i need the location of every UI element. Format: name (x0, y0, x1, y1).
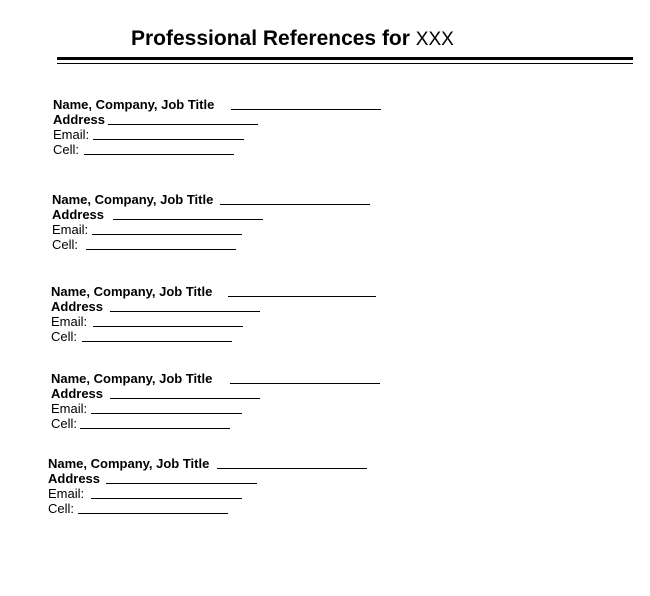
email-field[interactable] (92, 234, 242, 235)
address-field[interactable] (110, 398, 260, 399)
name-company-job-title-field[interactable] (231, 109, 381, 110)
name-company-job-title-label: Name, Company, Job Title (51, 371, 213, 386)
name-company-job-title-field[interactable] (230, 383, 380, 384)
address-label: Address (51, 386, 104, 401)
name-company-job-title-field[interactable] (220, 204, 370, 205)
address-field[interactable] (108, 124, 258, 125)
name-company-job-title-label: Name, Company, Job Title (51, 284, 213, 299)
email-field[interactable] (93, 139, 244, 140)
title-divider-thin (57, 63, 633, 64)
cell-label: Cell: (51, 329, 78, 344)
cell-label: Cell: (48, 501, 75, 516)
reference-block-5 (48, 456, 448, 516)
email-field[interactable] (93, 326, 243, 327)
name-company-job-title-label: Name, Company, Job Title (48, 456, 210, 471)
address-label: Address (53, 112, 106, 127)
email-label: Email: (51, 314, 88, 329)
name-company-job-title-field[interactable] (228, 296, 376, 297)
name-company-job-title-field[interactable] (217, 468, 367, 469)
name-company-job-title-label: Name, Company, Job Title (52, 192, 214, 207)
cell-field[interactable] (86, 249, 236, 250)
reference-block-3 (51, 284, 451, 344)
email-label: Email: (48, 486, 85, 501)
email-label: Email: (51, 401, 88, 416)
reference-block-2 (52, 192, 452, 252)
email-field[interactable] (91, 498, 242, 499)
name-company-job-title-label: Name, Company, Job Title (53, 97, 215, 112)
reference-block-4 (51, 371, 451, 431)
address-field[interactable] (110, 311, 260, 312)
reference-block-1 (53, 97, 453, 157)
address-label: Address (52, 207, 105, 222)
cell-field[interactable] (84, 154, 234, 155)
address-field[interactable] (106, 483, 257, 484)
email-field[interactable] (91, 413, 242, 414)
address-label: Address (48, 471, 101, 486)
page-title-name: XXX (415, 29, 454, 50)
cell-label: Cell: (52, 237, 79, 252)
cell-label: Cell: (53, 142, 80, 157)
email-label: Email: (52, 222, 89, 237)
email-label: Email: (53, 127, 90, 142)
cell-field[interactable] (78, 513, 228, 514)
title-divider-thick (57, 57, 633, 60)
cell-label: Cell: (51, 416, 78, 431)
cell-field[interactable] (80, 428, 230, 429)
cell-field[interactable] (82, 341, 232, 342)
address-label: Address (51, 299, 104, 314)
page-title-main: Professional References for (131, 27, 410, 50)
page-title (131, 26, 454, 53)
address-field[interactable] (113, 219, 263, 220)
